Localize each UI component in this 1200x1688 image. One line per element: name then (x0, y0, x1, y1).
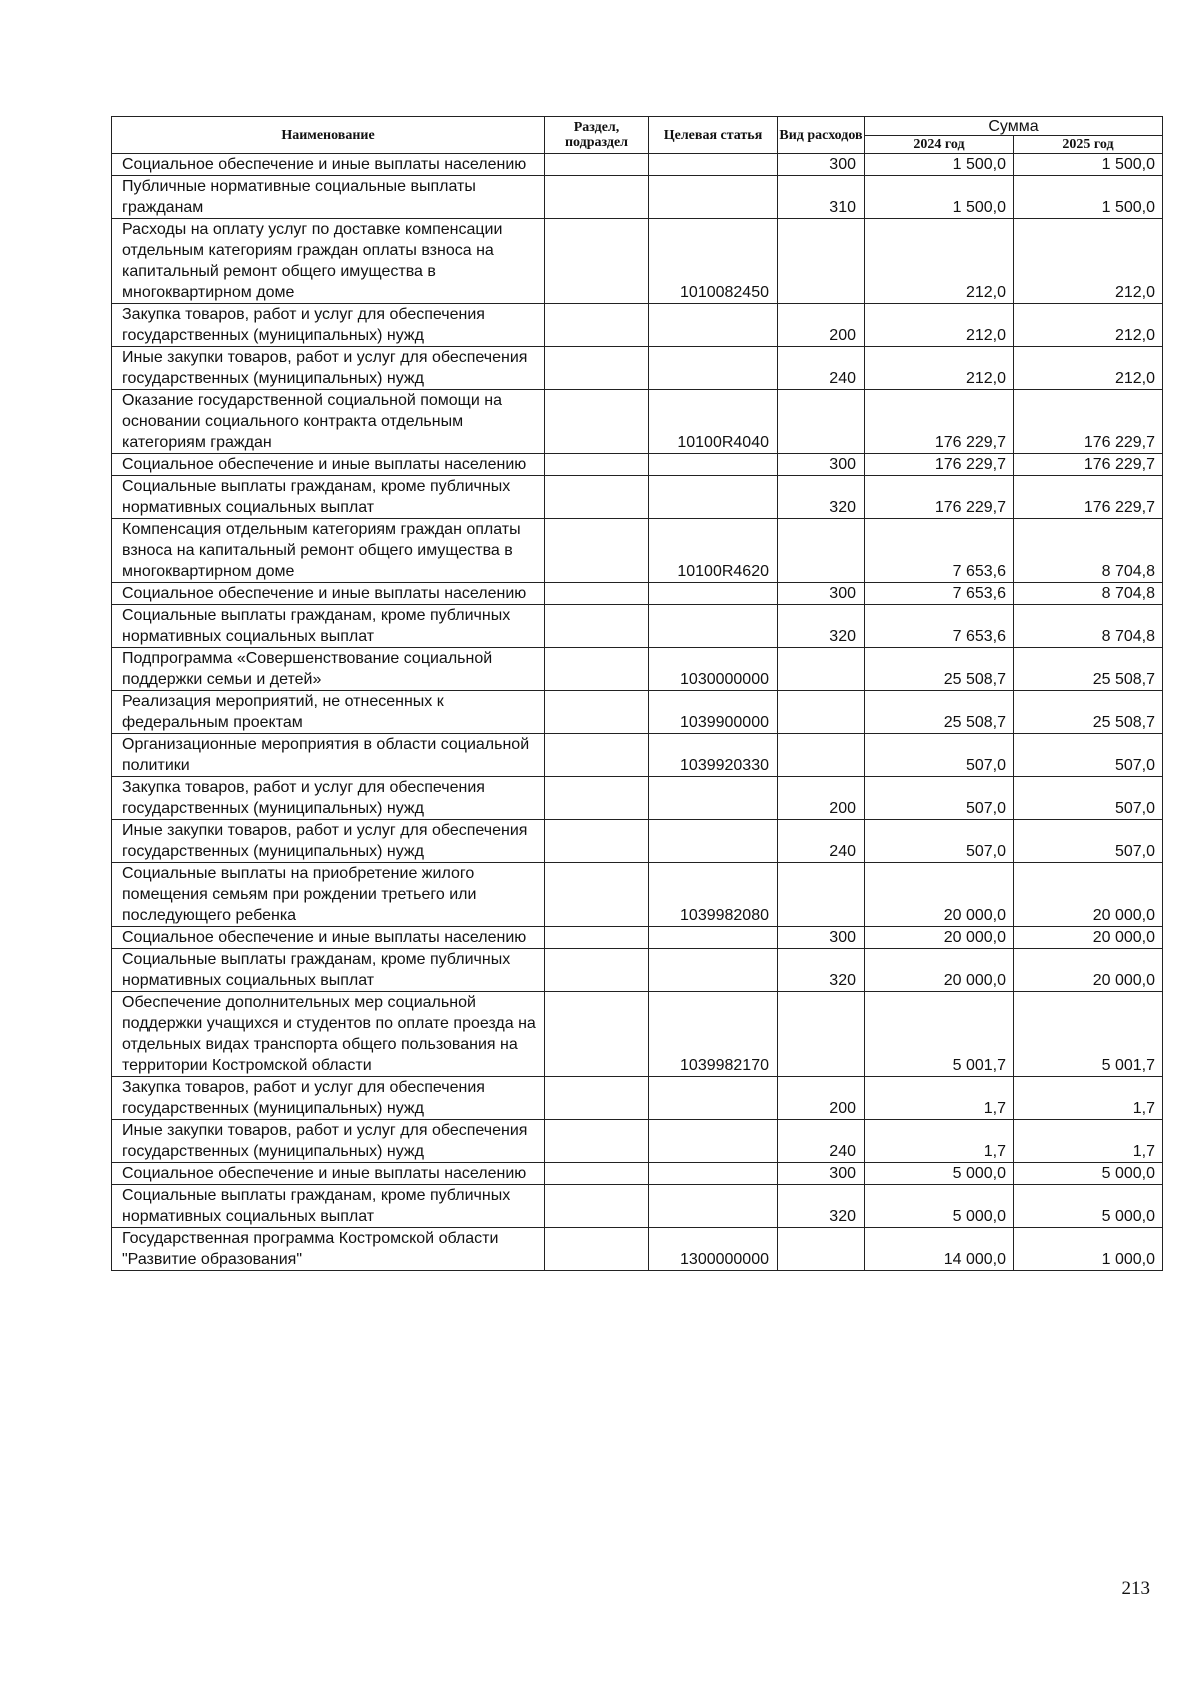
cell-type: 320 (778, 1185, 865, 1228)
table-row (112, 1185, 1163, 1228)
cell-sum-2025: 5 000,0 (1014, 1185, 1163, 1228)
table-row (112, 863, 1163, 927)
cell-target (649, 347, 778, 390)
cell-section (545, 1077, 649, 1120)
cell-target (649, 949, 778, 992)
table-body (112, 154, 1163, 1271)
cell-section (545, 154, 649, 176)
header-name: Наименование (112, 117, 545, 154)
header-type: Вид расходов (778, 117, 865, 154)
cell-sum-2025: 212,0 (1014, 304, 1163, 347)
cell-section (545, 390, 649, 454)
cell-sum-2025: 20 000,0 (1014, 927, 1163, 949)
cell-name: Социальное обеспечение и иные выплаты населению (112, 927, 545, 949)
cell-type (778, 863, 865, 927)
cell-name: Реализация мероприятий, не отнесенных к федеральным проектам (112, 691, 545, 734)
header-year-2025: 2025 год (1014, 136, 1163, 154)
cell-sum-2024: 7 653,6 (865, 583, 1014, 605)
cell-sum-2024: 507,0 (865, 777, 1014, 820)
cell-target (649, 304, 778, 347)
cell-type: 320 (778, 476, 865, 519)
table-row (112, 691, 1163, 734)
cell-type: 240 (778, 820, 865, 863)
cell-section (545, 519, 649, 583)
cell-sum-2024: 5 000,0 (865, 1163, 1014, 1185)
cell-type: 300 (778, 154, 865, 176)
cell-sum-2024: 5 000,0 (865, 1185, 1014, 1228)
cell-section (545, 734, 649, 777)
cell-name: Расходы на оплату услуг по доставке компенсации отдельным категориям граждан оплаты взноса на капитальный ремонт общего имущества в многоквартирном доме (112, 219, 545, 304)
table-row (112, 454, 1163, 476)
cell-sum-2025: 1 500,0 (1014, 154, 1163, 176)
cell-section (545, 992, 649, 1077)
cell-section (545, 777, 649, 820)
cell-sum-2025: 1 000,0 (1014, 1228, 1163, 1271)
cell-type (778, 648, 865, 691)
cell-sum-2024: 176 229,7 (865, 454, 1014, 476)
cell-name: Социальные выплаты на приобретение жилого помещения семьям при рождении третьего или последующего ребенка (112, 863, 545, 927)
cell-sum-2025: 176 229,7 (1014, 476, 1163, 519)
table-row (112, 648, 1163, 691)
cell-section (545, 949, 649, 992)
cell-name: Обеспечение дополнительных мер социальной поддержки учащихся и студентов по оплате проезда на отдельных видах транспорта общего пользования на территории Костромской области (112, 992, 545, 1077)
cell-target (649, 1120, 778, 1163)
header-target: Целевая статья (649, 117, 778, 154)
table-row (112, 1163, 1163, 1185)
cell-name: Социальные выплаты гражданам, кроме публичных нормативных социальных выплат (112, 1185, 545, 1228)
cell-sum-2024: 176 229,7 (865, 476, 1014, 519)
cell-sum-2024: 212,0 (865, 304, 1014, 347)
cell-name: Социальное обеспечение и иные выплаты населению (112, 1163, 545, 1185)
cell-type (778, 519, 865, 583)
cell-type: 300 (778, 454, 865, 476)
cell-name: Социальные выплаты гражданам, кроме публичных нормативных социальных выплат (112, 605, 545, 648)
cell-name: Социальное обеспечение и иные выплаты населению (112, 583, 545, 605)
table-row (112, 949, 1163, 992)
cell-sum-2024: 1,7 (865, 1120, 1014, 1163)
cell-type: 200 (778, 304, 865, 347)
cell-type: 320 (778, 949, 865, 992)
cell-sum-2024: 14 000,0 (865, 1228, 1014, 1271)
cell-sum-2025: 1,7 (1014, 1077, 1163, 1120)
cell-section (545, 454, 649, 476)
budget-table (111, 116, 1163, 1271)
cell-sum-2025: 8 704,8 (1014, 605, 1163, 648)
cell-section (545, 1228, 649, 1271)
table-row (112, 583, 1163, 605)
cell-section (545, 1120, 649, 1163)
table-row (112, 927, 1163, 949)
cell-target: 10100R4040 (649, 390, 778, 454)
cell-section (545, 1163, 649, 1185)
table-row (112, 734, 1163, 777)
cell-sum-2024: 1 500,0 (865, 176, 1014, 219)
table-row (112, 304, 1163, 347)
cell-sum-2024: 212,0 (865, 347, 1014, 390)
table-row (112, 820, 1163, 863)
cell-name: Публичные нормативные социальные выплаты гражданам (112, 176, 545, 219)
cell-sum-2024: 5 001,7 (865, 992, 1014, 1077)
cell-name: Компенсация отдельным категориям граждан оплаты взноса на капитальный ремонт общего имущества в многоквартирном доме (112, 519, 545, 583)
cell-target: 10100R4620 (649, 519, 778, 583)
cell-target: 1030000000 (649, 648, 778, 691)
cell-sum-2025: 212,0 (1014, 347, 1163, 390)
table-row (112, 1077, 1163, 1120)
table-row (112, 519, 1163, 583)
cell-type (778, 734, 865, 777)
cell-section (545, 219, 649, 304)
cell-section (545, 820, 649, 863)
cell-type: 300 (778, 1163, 865, 1185)
table-row (112, 219, 1163, 304)
cell-section (545, 605, 649, 648)
cell-name: Иные закупки товаров, работ и услуг для обеспечения государственных (муниципальных) нужд (112, 347, 545, 390)
cell-sum-2025: 20 000,0 (1014, 863, 1163, 927)
cell-target (649, 1185, 778, 1228)
cell-target: 1300000000 (649, 1228, 778, 1271)
cell-sum-2025: 25 508,7 (1014, 648, 1163, 691)
table-header (112, 117, 1163, 154)
cell-sum-2025: 1 500,0 (1014, 176, 1163, 219)
page-number: 213 (1121, 1578, 1150, 1599)
cell-type: 240 (778, 347, 865, 390)
cell-sum-2025: 212,0 (1014, 219, 1163, 304)
cell-name: Организационные мероприятия в области социальной политики (112, 734, 545, 777)
cell-type: 200 (778, 1077, 865, 1120)
table-row (112, 1228, 1163, 1271)
cell-target (649, 454, 778, 476)
table-row (112, 476, 1163, 519)
cell-name: Социальные выплаты гражданам, кроме публичных нормативных социальных выплат (112, 476, 545, 519)
cell-section (545, 347, 649, 390)
cell-name: Закупка товаров, работ и услуг для обеспечения государственных (муниципальных) нужд (112, 304, 545, 347)
table-row (112, 176, 1163, 219)
cell-sum-2025: 507,0 (1014, 734, 1163, 777)
cell-name: Социальные выплаты гражданам, кроме публичных нормативных социальных выплат (112, 949, 545, 992)
cell-target (649, 820, 778, 863)
cell-target (649, 476, 778, 519)
cell-sum-2025: 8 704,8 (1014, 519, 1163, 583)
cell-name: Закупка товаров, работ и услуг для обеспечения государственных (муниципальных) нужд (112, 1077, 545, 1120)
cell-sum-2025: 8 704,8 (1014, 583, 1163, 605)
table-row (112, 777, 1163, 820)
cell-type: 300 (778, 927, 865, 949)
cell-sum-2024: 20 000,0 (865, 927, 1014, 949)
cell-name: Иные закупки товаров, работ и услуг для обеспечения государственных (муниципальных) нужд (112, 820, 545, 863)
cell-target: 1039920330 (649, 734, 778, 777)
cell-section (545, 691, 649, 734)
cell-section (545, 863, 649, 927)
budget-document (111, 116, 1162, 1271)
cell-sum-2024: 507,0 (865, 820, 1014, 863)
cell-name: Социальное обеспечение и иные выплаты населению (112, 454, 545, 476)
cell-type: 300 (778, 583, 865, 605)
cell-sum-2025: 507,0 (1014, 777, 1163, 820)
cell-sum-2024: 1,7 (865, 1077, 1014, 1120)
cell-sum-2024: 1 500,0 (865, 154, 1014, 176)
cell-type: 200 (778, 777, 865, 820)
cell-target (649, 1163, 778, 1185)
cell-sum-2025: 5 000,0 (1014, 1163, 1163, 1185)
cell-target: 1039982080 (649, 863, 778, 927)
cell-section (545, 476, 649, 519)
cell-target: 1010082450 (649, 219, 778, 304)
cell-type (778, 390, 865, 454)
cell-type (778, 1228, 865, 1271)
cell-sum-2025: 5 001,7 (1014, 992, 1163, 1077)
cell-name: Иные закупки товаров, работ и услуг для обеспечения государственных (муниципальных) нужд (112, 1120, 545, 1163)
cell-section (545, 648, 649, 691)
cell-sum-2024: 25 508,7 (865, 691, 1014, 734)
cell-target (649, 176, 778, 219)
cell-section (545, 583, 649, 605)
cell-sum-2025: 20 000,0 (1014, 949, 1163, 992)
cell-sum-2024: 7 653,6 (865, 519, 1014, 583)
cell-sum-2024: 176 229,7 (865, 390, 1014, 454)
cell-type: 320 (778, 605, 865, 648)
cell-name: Оказание государственной социальной помощи на основании социального контракта отдельным категориям граждан (112, 390, 545, 454)
cell-type (778, 219, 865, 304)
cell-target: 1039900000 (649, 691, 778, 734)
cell-name: Подпрограмма «Совершенствование социальной поддержки семьи и детей» (112, 648, 545, 691)
cell-sum-2025: 176 229,7 (1014, 454, 1163, 476)
table-row (112, 347, 1163, 390)
header-year-2024: 2024 год (865, 136, 1014, 154)
cell-section (545, 304, 649, 347)
cell-target (649, 927, 778, 949)
cell-sum-2024: 7 653,6 (865, 605, 1014, 648)
cell-sum-2024: 20 000,0 (865, 949, 1014, 992)
cell-name: Закупка товаров, работ и услуг для обеспечения государственных (муниципальных) нужд (112, 777, 545, 820)
cell-type (778, 691, 865, 734)
table-row (112, 1120, 1163, 1163)
cell-sum-2024: 212,0 (865, 219, 1014, 304)
cell-type (778, 992, 865, 1077)
cell-name: Социальное обеспечение и иные выплаты населению (112, 154, 545, 176)
cell-target (649, 777, 778, 820)
cell-sum-2025: 1,7 (1014, 1120, 1163, 1163)
cell-sum-2025: 507,0 (1014, 820, 1163, 863)
cell-name: Государственная программа Костромской области "Развитие образования" (112, 1228, 545, 1271)
table-row (112, 992, 1163, 1077)
cell-section (545, 1185, 649, 1228)
cell-sum-2024: 507,0 (865, 734, 1014, 777)
cell-target (649, 605, 778, 648)
cell-type: 240 (778, 1120, 865, 1163)
cell-sum-2025: 176 229,7 (1014, 390, 1163, 454)
cell-sum-2025: 25 508,7 (1014, 691, 1163, 734)
table-row (112, 390, 1163, 454)
cell-section (545, 927, 649, 949)
table-row (112, 154, 1163, 176)
cell-type: 310 (778, 176, 865, 219)
header-sum: Сумма (865, 117, 1163, 136)
cell-target (649, 583, 778, 605)
cell-target (649, 1077, 778, 1120)
cell-section (545, 176, 649, 219)
cell-target (649, 154, 778, 176)
cell-sum-2024: 20 000,0 (865, 863, 1014, 927)
cell-target: 1039982170 (649, 992, 778, 1077)
cell-sum-2024: 25 508,7 (865, 648, 1014, 691)
table-row (112, 605, 1163, 648)
header-section: Раздел, подраздел (545, 117, 649, 154)
